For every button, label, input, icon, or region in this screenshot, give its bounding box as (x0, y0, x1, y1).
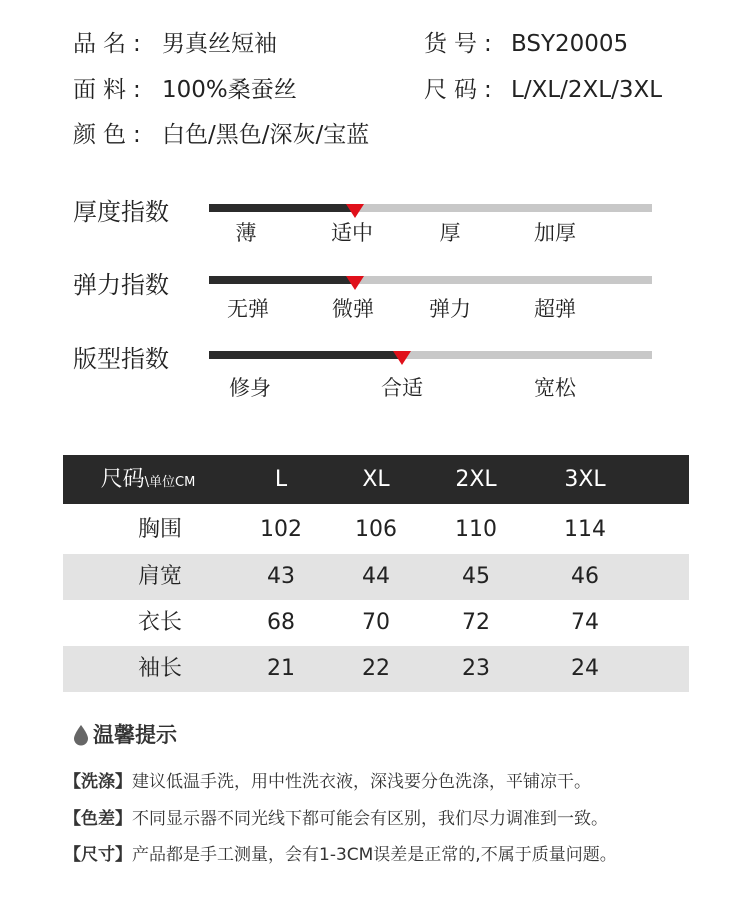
size-table-header (63, 455, 689, 504)
fit-level-2: 合适 (381, 376, 423, 400)
size-column-header: 3XL (564, 467, 606, 492)
tip-text: 建议低温手洗，用中性洗衣液，深浅要分色洗涤，平铺凉干。 (132, 772, 591, 792)
fit-level-3: 宽松 (534, 376, 576, 400)
fit-index-track (209, 351, 652, 359)
size-table-unit: \单位CM (144, 475, 196, 490)
fit-index-marker (393, 351, 411, 365)
thickness-index-track (209, 204, 652, 212)
table-cell: 106 (355, 517, 397, 542)
table-cell: 70 (362, 610, 390, 635)
table-row (63, 600, 689, 646)
table-cell: 102 (260, 517, 302, 542)
water-drop-icon (73, 724, 89, 746)
table-cell: 22 (362, 656, 390, 681)
thickness-index-fill (209, 204, 355, 212)
table-cell: 114 (564, 517, 606, 542)
elasticity-level-3: 弹力 (429, 297, 471, 321)
table-row (63, 507, 689, 553)
row-label-length: 衣长 (137, 610, 183, 635)
thickness-level-2: 适中 (331, 221, 373, 245)
table-cell: 23 (462, 656, 490, 681)
row-label-sleeve: 袖长 (137, 656, 183, 681)
tip-size (64, 847, 617, 864)
color-label: 颜色: (73, 122, 148, 148)
elasticity-level-1: 无弹 (227, 297, 269, 321)
elasticity-index-title: 弹力指数 (73, 271, 169, 299)
product-name-label: 品名: (73, 31, 148, 57)
material-value: 100%桑蚕丝 (162, 77, 297, 103)
material-label: 面料: (73, 77, 148, 103)
table-row (63, 646, 689, 692)
table-cell: 74 (571, 610, 599, 635)
row-label-chest: 胸围 (137, 517, 183, 542)
fit-index-title: 版型指数 (73, 345, 169, 373)
table-cell: 110 (455, 517, 497, 542)
tip-tag: 【洗涤】 (64, 772, 132, 792)
thickness-level-1: 薄 (235, 221, 257, 245)
size-table-corner-label: 尺码 (100, 467, 145, 492)
elasticity-index-track (209, 276, 652, 284)
size-column-header: XL (362, 467, 390, 492)
elasticity-index-fill (209, 276, 355, 284)
product-name-value: 男真丝短袖 (162, 31, 277, 57)
fit-level-1: 修身 (229, 376, 271, 400)
size-table-corner (101, 469, 196, 491)
tips-title: 温馨提示 (93, 723, 177, 747)
tip-tag: 【色差】 (64, 809, 132, 829)
table-cell: 68 (267, 610, 295, 635)
table-cell: 43 (267, 564, 295, 589)
thickness-level-4: 加厚 (534, 221, 576, 245)
size-column-header: 2XL (455, 467, 497, 492)
thickness-level-3: 厚 (439, 221, 461, 245)
tip-text: 不同显示器不同光线下都可能会有区别，我们尽力调准到一致。 (132, 809, 608, 829)
tip-washing (64, 774, 591, 791)
table-cell: 72 (462, 610, 490, 635)
tip-tag: 【尺寸】 (64, 845, 132, 865)
size-range-value: L/XL/2XL/3XL (511, 77, 663, 103)
row-label-shoulder: 肩宽 (137, 564, 183, 589)
table-cell: 21 (267, 656, 295, 681)
tip-color-difference (64, 811, 608, 828)
product-sku-label: 货号: (424, 31, 499, 57)
table-cell: 24 (571, 656, 599, 681)
elasticity-level-4: 超弹 (534, 297, 576, 321)
thickness-index-title: 厚度指数 (73, 198, 169, 226)
color-value: 白色/黑色/深灰/宝蓝 (162, 122, 370, 148)
table-cell: 45 (462, 564, 490, 589)
tip-text: 产品都是手工测量，会有1-3CM误差是正常的,不属于质量问题。 (132, 845, 617, 865)
fit-index-fill (209, 351, 402, 359)
table-cell: 44 (362, 564, 390, 589)
size-range-label: 尺码: (424, 77, 499, 103)
table-row (63, 554, 689, 600)
size-column-header: L (274, 467, 288, 492)
elasticity-index-marker (346, 276, 364, 290)
product-sku-value: BSY20005 (511, 31, 629, 57)
table-cell: 46 (571, 564, 599, 589)
elasticity-level-2: 微弹 (332, 297, 374, 321)
thickness-index-marker (346, 204, 364, 218)
